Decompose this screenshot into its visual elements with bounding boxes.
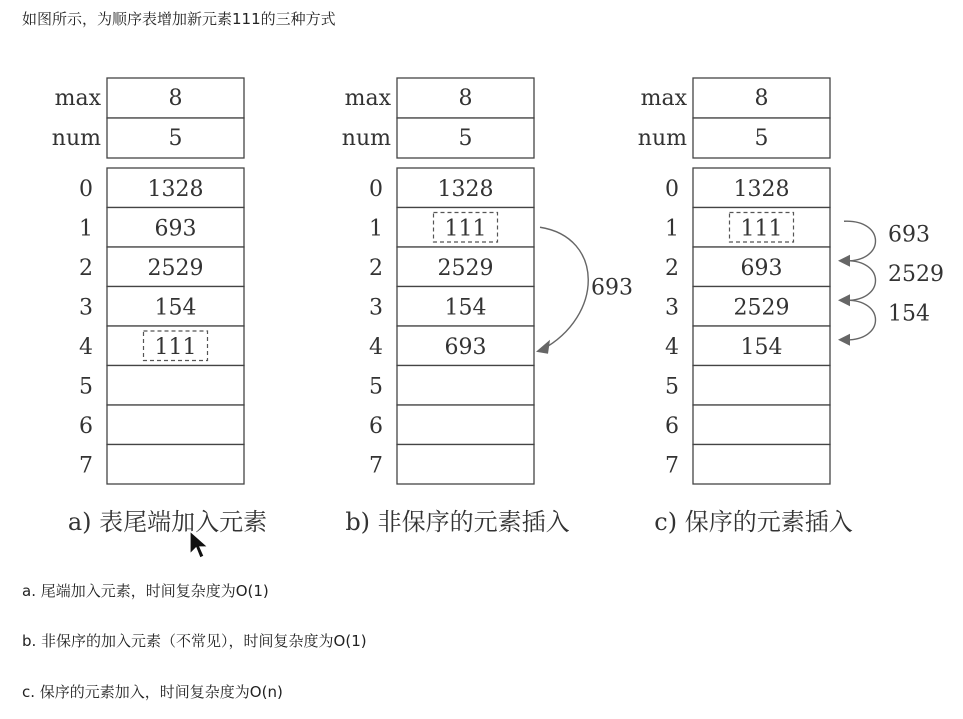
panel-caption: c) 保序的元素插入 [654, 508, 853, 536]
index-label: 1 [665, 216, 679, 242]
list-cell [693, 445, 830, 485]
cell-value: 1328 [147, 177, 204, 202]
cell-value: 154 [444, 295, 487, 321]
cell-value: 1328 [437, 177, 494, 202]
note-b: b. 非保序的加入元素（不常见），时间复杂度为O(1) [22, 632, 367, 650]
list-cell [397, 445, 534, 485]
intro-text: 如图所示，为顺序表增加新元素111的三种方式 [22, 10, 336, 28]
index-label: 0 [665, 177, 679, 202]
index-label: 1 [79, 216, 93, 242]
index-label: 5 [79, 374, 93, 400]
panel-caption: a) 表尾端加入元素 [67, 508, 268, 536]
index-label: 1 [369, 216, 383, 242]
index-label: 4 [369, 335, 383, 360]
index-label: 6 [369, 414, 383, 439]
mouse-cursor-icon [188, 530, 210, 562]
cell-value: 2529 [437, 256, 494, 281]
header-value-max: 8 [168, 86, 183, 111]
move-arrow [540, 227, 588, 350]
note-a: a. 尾端加入元素，时间复杂度为O(1) [22, 582, 269, 600]
list-cell [693, 366, 830, 406]
cell-value: 693 [740, 256, 783, 281]
header-value-max: 8 [458, 86, 473, 111]
index-label: 2 [665, 256, 679, 281]
index-label: 4 [665, 335, 679, 360]
index-label: 0 [369, 177, 383, 202]
panel-caption: b) 非保序的元素插入 [345, 508, 570, 536]
index-label: 5 [369, 374, 383, 400]
index-label: 7 [665, 453, 679, 479]
header-value-max: 8 [754, 86, 769, 111]
index-label: 5 [665, 374, 679, 400]
cell-value: 693 [444, 335, 487, 360]
cell-value: 111 [740, 216, 783, 242]
note-c: c. 保序的元素加入，时间复杂度为O(n) [22, 683, 283, 701]
header-label-max: max [344, 86, 391, 111]
arrowhead-icon [838, 334, 850, 346]
list-cell [693, 405, 830, 445]
shift-arrow [844, 261, 876, 301]
cell-value: 2529 [147, 256, 204, 281]
index-label: 2 [79, 256, 93, 281]
list-cell [397, 405, 534, 445]
arrow-label: 154 [888, 301, 930, 327]
header-label-num: num [341, 126, 391, 151]
header-label-num: num [51, 126, 101, 151]
index-label: 7 [369, 453, 383, 479]
header-label-num: num [637, 126, 687, 151]
arrow-label: 693 [888, 222, 930, 248]
header-value-num: 5 [168, 126, 183, 151]
header-value-num: 5 [458, 126, 473, 151]
list-cell [397, 366, 534, 406]
shift-arrow [844, 300, 876, 340]
header-label-max: max [640, 86, 687, 111]
index-label: 6 [665, 414, 679, 439]
cell-value: 2529 [733, 295, 790, 321]
index-label: 0 [79, 177, 93, 202]
arrow-label: 2529 [888, 261, 944, 287]
sequence-list-figure [0, 60, 963, 560]
cell-value: 154 [154, 295, 197, 321]
cell-value: 154 [740, 335, 783, 360]
cell-value: 111 [444, 216, 487, 242]
index-label: 2 [369, 256, 383, 281]
arrowhead-icon [536, 340, 550, 354]
index-label: 3 [665, 295, 679, 321]
shift-arrow [844, 221, 876, 261]
list-cell [107, 366, 244, 406]
index-label: 6 [79, 414, 93, 439]
cell-value: 693 [154, 216, 197, 242]
list-cell [107, 405, 244, 445]
cell-value: 111 [154, 335, 197, 360]
index-label: 3 [369, 295, 383, 321]
header-label-max: max [54, 86, 101, 111]
index-label: 7 [79, 453, 93, 479]
arrow-label: 693 [591, 275, 633, 301]
header-value-num: 5 [754, 126, 769, 151]
index-label: 4 [79, 335, 93, 360]
list-cell [107, 445, 244, 485]
cell-value: 1328 [733, 177, 790, 202]
index-label: 3 [79, 295, 93, 321]
